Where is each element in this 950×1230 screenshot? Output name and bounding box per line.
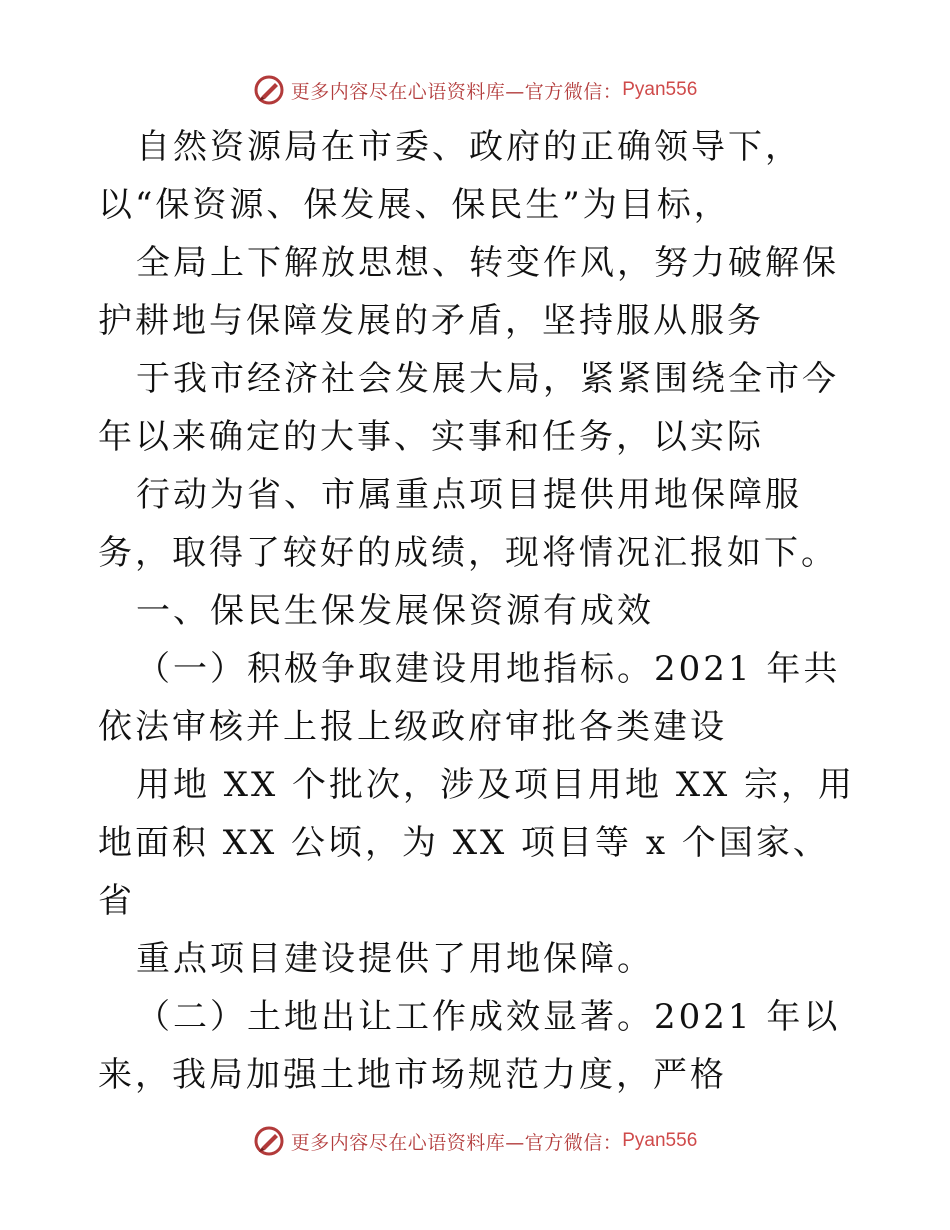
watermark-text: 更多内容尽在心语资料库—官方微信： xyxy=(290,80,623,103)
paragraph: 用地 XX 个批次，涉及项目用地 XX 宗，用地面积 XX 公顷，为 XX 项目等 x 个国家、省 xyxy=(98,765,856,921)
document-body xyxy=(98,118,858,1104)
brush-logo-icon xyxy=(253,1125,285,1157)
paragraph: 行动为省、市属重点项目提供用地保障服务，取得了较好的成绩，现将情况汇报如下。 xyxy=(98,475,838,573)
paragraph: （一）积极争取建设用地指标。2021 年共依法审核并上报上级政府审批各类建设 xyxy=(98,649,841,747)
header-watermark xyxy=(0,72,950,108)
section-heading: 一、保民生保发展保资源有成效 xyxy=(136,591,654,631)
paragraph: （二）土地出让工作成效显著。2021 年以来，我局加强土地市场规范力度，严格 xyxy=(98,997,841,1095)
watermark-wechat-id: Pyan556 xyxy=(622,79,698,100)
footer-watermark xyxy=(0,1123,950,1159)
watermark-wechat-id: Pyan556 xyxy=(622,1130,698,1151)
paragraph: 自然资源局在市委、政府的正确领导下，以“保资源、保发展、保民生”为目标， xyxy=(98,127,802,225)
paragraph: 重点项目建设提供了用地保障。 xyxy=(136,939,654,979)
paragraph: 全局上下解放思想、转变作风，努力破解保护耕地与保障发展的矛盾，坚持服从服务 xyxy=(98,243,839,341)
watermark-text: 更多内容尽在心语资料库—官方微信： xyxy=(290,1131,623,1154)
brush-logo-icon xyxy=(253,74,285,106)
paragraph: 于我市经济社会发展大局，紧紧围绕全市今年以来确定的大事、实事和任务，以实际 xyxy=(98,359,839,457)
